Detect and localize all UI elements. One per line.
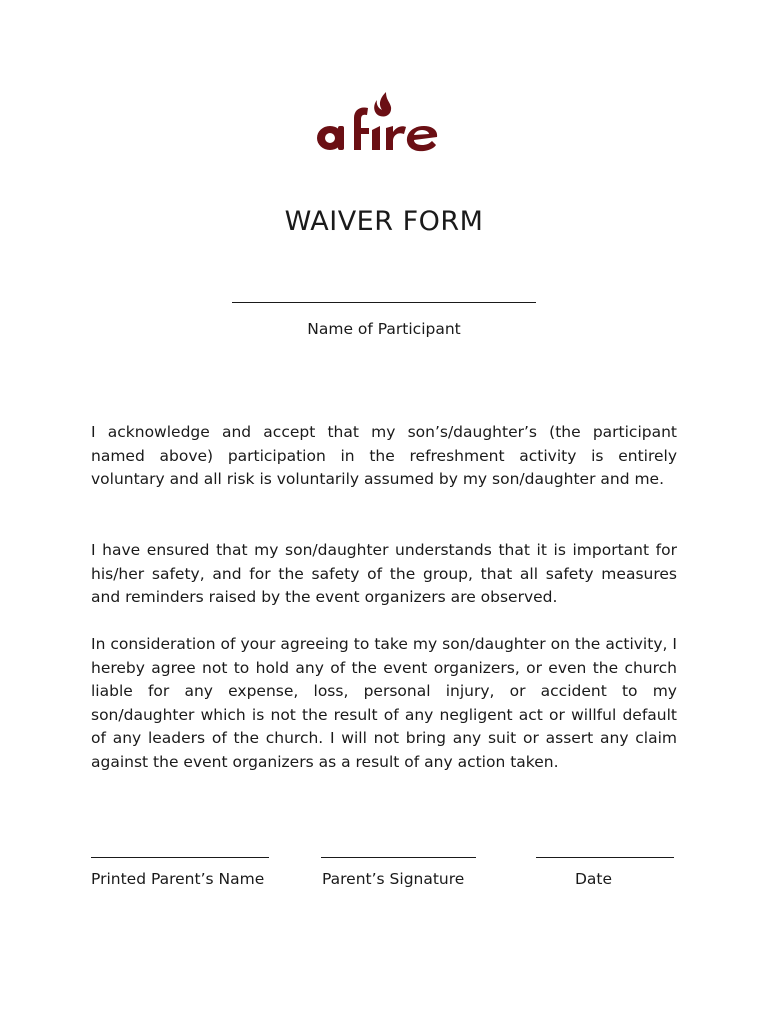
afire-logo-mark (314, 88, 454, 160)
participant-name-label: Name of Participant (307, 320, 461, 338)
printed-name-label: Printed Parent’s Name (91, 870, 265, 888)
waiver-paragraph-3: In consideration of your agreeing to take my son/daughter on the activity, I hereby agree not to hold any of the event organizers, or even the church liable for any expense, loss, personal injury, or accident to my son/daughter which is not the result of any negligent act or willful default of any leaders of the church. I will not bring any suit or assert any claim against the event organizers as a result of any action taken. (91, 635, 677, 771)
waiver-paragraph-1: I acknowledge and accept that my son’s/daughter’s (the participant named above) participation in the refreshment activity is entirely voluntary and all risk is voluntarily assumed by my son/daughter and me. (91, 423, 677, 489)
printed-name-line[interactable] (91, 857, 269, 858)
form-title: WAIVER FORM (284, 206, 484, 237)
participant-name-line[interactable] (232, 302, 536, 303)
afire-logo (0, 88, 768, 168)
waiver-paragraph-2: I have ensured that my son/daughter understands that it is important for his/her safety, and for the safety of the group, that all safety measures and reminders raised by the event organizers are observed. (91, 541, 677, 607)
signature-label: Parent’s Signature (322, 870, 465, 888)
signature-line[interactable] (321, 857, 476, 858)
date-line[interactable] (536, 857, 674, 858)
date-label: Date (575, 870, 613, 888)
